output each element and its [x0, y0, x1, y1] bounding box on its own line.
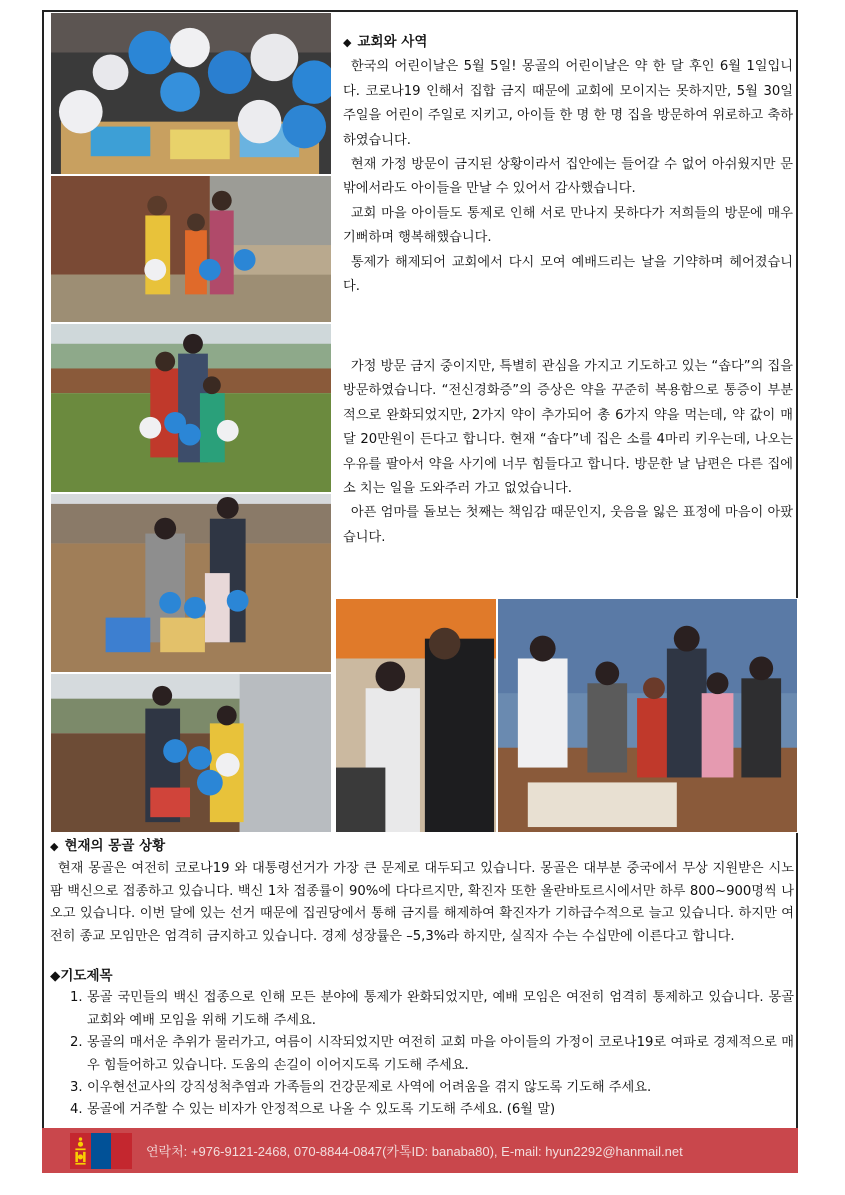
- church-section: [343, 30, 793, 299]
- prayer-section: [50, 965, 794, 1122]
- photo-children-gate: [50, 175, 332, 323]
- church-heading: [343, 30, 793, 55]
- situation-section: [50, 835, 794, 948]
- visit-section: [343, 355, 793, 550]
- situation-paragraph: 현재 몽골은 여전히 코로나19 와 대통령선거가 가장 큰 문제로 대두되고 있습니다. 몽골은 대부분 중국에서 무상 지원받은 시노팜 백신으로 접종하고 있습니다. 백신 1차 접종률이 90%에 다다르지만, 확진자 또한 울란바토르시에서만 하루 800~900명씩 나오고 있습니다. 이번 달에 있는 선거 때문에 집권당에서 통해 금지를 해제하여 확진자가 기하급수적으로 늘고 있습니다. 하지만 여전히 종교 모임만은 엄격히 금지하고 있습니다. 경제 성장률은 –5,3%라 하지만, 실직자 수는 수십만에 이른다고 합니다.: [50, 861, 794, 944]
- mongolia-flag-icon: [70, 1133, 132, 1169]
- photo-mother-children: [50, 493, 332, 673]
- prayer-item: 1. 몽골 국민들의 백신 접종으로 인해 모든 분야에 통제가 완화되었지만, 예배 모임은 여전히 엄격히 통제하고 있습니다. 몽골 교회와 예배 모임을 위해 기도해 주세요.: [70, 990, 794, 1028]
- bullet-icon: ◆: [343, 36, 352, 49]
- prayer-item: 4. 몽골에 거주할 수 있는 비자가 안정적으로 나올 수 있도록 기도해 주세요. (6월 말): [70, 1102, 556, 1118]
- bullet-icon: ◆: [50, 840, 59, 853]
- contact-info: 연락처: +976-9121-2468, 070-8844-0847(카톡ID: banaba80), E-mail: hyun2292@hanmail.net: [146, 1144, 683, 1159]
- visit-paragraph-1: 가정 방문 금지 중이지만, 특별히 관심을 가지고 기도하고 있는 “솝다”의 집을 방문하였습니다. “전신경화증”의 증상은 약을 꾸준히 복용함으로 통증이 부분적으로 완화되었지만, 2가지 약이 추가되어 총 6가지 약을 먹는데, 약 값이 매달 20만원이 든다고 합니다. 현재 “솝다”네 집은 소를 4마리 키우는데, 나오는 우유를 팔아서 약을 사기에 너무 힘들다고 합니다. 방문한 날 남편은 다른 집에 소 치는 일을 도와주러 가고 없었습니다.: [343, 359, 793, 497]
- church-paragraph-2: 현재 가정 방문이 금지된 상황이라서 집안에는 들어갈 수 없어 아쉬웠지만 문밖에서라도 아이들을 만날 수 있어서 감사했습니다.: [343, 157, 793, 197]
- situation-heading: [50, 835, 794, 858]
- prayer-heading: ◆기도제목: [50, 968, 113, 984]
- photo-family-field: [50, 323, 332, 493]
- contact-footer: [42, 1128, 798, 1173]
- church-heading-text: 교회와 사역: [357, 34, 428, 50]
- prayer-item: 3. 이우현선교사의 강직성척추염과 가족들의 건강문제로 사역에 어려움을 겪지 않도록 기도해 주세요.: [70, 1080, 652, 1096]
- photo-house-family: [50, 673, 332, 833]
- visit-paragraph-2: 아픈 엄마를 돌보는 첫째는 책임감 때문인지, 웃음을 잃은 표정에 마음이 아팠습니다.: [343, 505, 793, 545]
- photo-family-indoor: [497, 598, 798, 833]
- church-paragraph-1: 한국의 어린이날은 5월 5일! 몽골의 어린이날은 약 한 달 후인 6월 1일입니다. 코로나19 인해서 집합 금지 때문에 교회에 모이지는 못하지만, 5월 30일 주일을 어린이 주일로 지키고, 아이들 한 명 한 명 집을 방문하여 위로하고 축하하였습니다.: [343, 59, 793, 148]
- situation-heading-text: 현재의 몽골 상황: [64, 838, 166, 854]
- prayer-list: [50, 987, 794, 1121]
- photo-hair-cutting: [335, 598, 497, 833]
- church-paragraph-3: 교회 마을 아이들도 통제로 인해 서로 만나지 못하다가 저희들의 방문에 매우 기뻐하며 행복해했습니다.: [343, 205, 793, 246]
- prayer-item: 2. 몽골의 매서운 추위가 물러가고, 여름이 시작되었지만 여전히 교회 마을 아이들의 가정이 코로나19로 여파로 경제적으로 매우 힘들어하고 있습니다. 도움의 손길이 이어지도록 기도해 주세요.: [70, 1035, 794, 1073]
- church-paragraph-4: 통제가 해제되어 교회에서 다시 모여 예배드리는 날을 기약하며 헤어졌습니다.: [343, 254, 793, 295]
- photo-balloons-gifts: [50, 12, 332, 175]
